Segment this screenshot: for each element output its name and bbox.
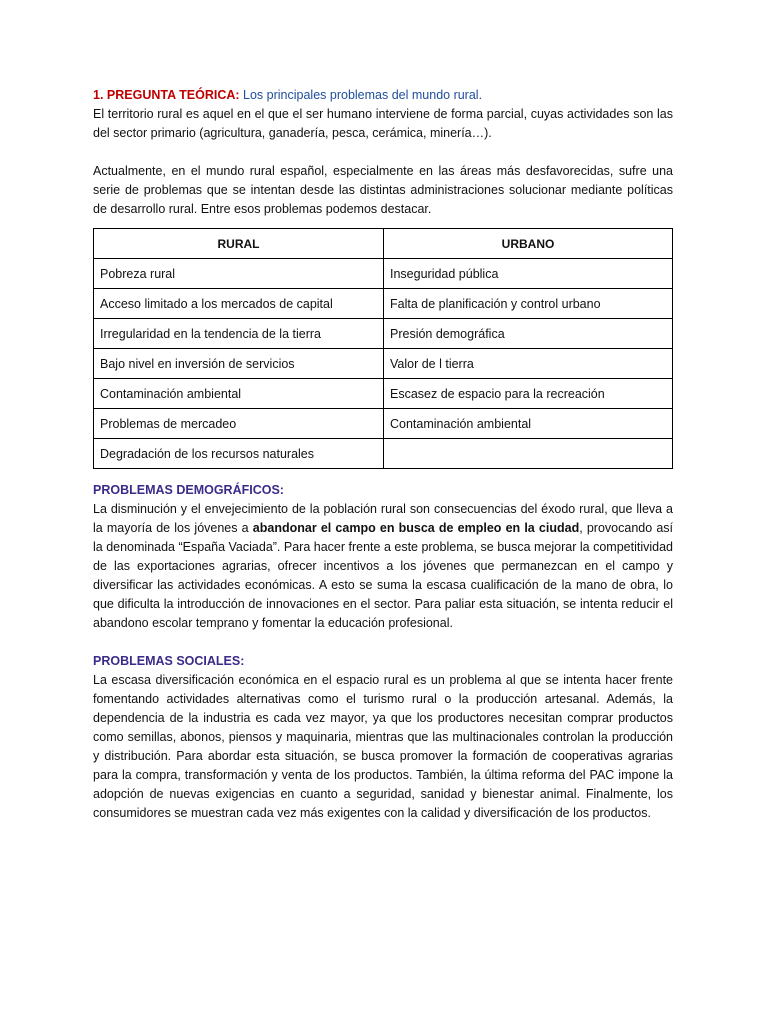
table-row: [94, 409, 673, 439]
intro-paragraph-2: Actualmente, en el mundo rural español, especialmente en las áreas más desfavorecidas, sufre una serie de problemas que se intentan desde las distintas administraciones solucionar mediante políticas de desarrollo rural. Entre esos problemas podemos destacar.: [93, 164, 673, 216]
rural-cell: Acceso limitado a los mercados de capital: [94, 289, 384, 319]
table-row: [94, 319, 673, 349]
question-label: 1. PREGUNTA TEÓRICA:: [93, 88, 240, 102]
table-row: [94, 349, 673, 379]
demograficos-emphasis: abandonar el campo en busca de empleo en la ciudad: [252, 521, 580, 535]
sociales-paragraph: La escasa diversificación económica en el espacio rural es un problema al que se intenta hacer frente fomentando actividades alternativas como el turismo rural o la producción artesanal. Además, la dependencia de la industria es cada vez mayor, ya que los productores necesitan comprar productos como semillas, abonos, piensos y maquinaria, mientras que las multinacionales controlan la producción y distribución. Para abordar esta situación, se busca promover la formación de cooperativas agrarias para la compra, transformación y venta de los productos. También, la última reforma del PAC impone la adopción de nuevas exigencias en cuanto a seguridad, sanidad y bienestar animal. Finalmente, los consumidores se muestran cada vez más exigentes con la calidad y diversificación de los productos.: [93, 673, 673, 820]
demograficos-text-start: La disminución y el envejecimiento de la población rural son consecuencias del éxodo rural, que lleva a la mayoría de los jóvenes a: [93, 502, 673, 535]
question-line: [93, 86, 673, 105]
urbano-cell: [384, 439, 673, 469]
table-header-row: [94, 229, 673, 259]
table-row: [94, 379, 673, 409]
urbano-cell: Contaminación ambiental: [384, 409, 673, 439]
rural-cell: Bajo nivel en inversión de servicios: [94, 349, 384, 379]
sociales-heading: PROBLEMAS SOCIALES:: [93, 654, 245, 668]
urbano-cell: Falta de planificación y control urbano: [384, 289, 673, 319]
urbano-cell: Valor de l tierra: [384, 349, 673, 379]
rural-cell: Irregularidad en la tendencia de la tierra: [94, 319, 384, 349]
demograficos-paragraph: [93, 500, 673, 633]
rural-cell: Contaminación ambiental: [94, 379, 384, 409]
spacer: [93, 143, 673, 162]
urbano-cell: Presión demográfica: [384, 319, 673, 349]
demograficos-text-end: , provocando así la denominada “España Vaciada”. Para hacer frente a este problema, se busca mejorar la competitividad de las exportaciones agrarias, ofrecer incentivos a los jóvenes que permanezcan en el campo y diversificar las actividades económicas. A esto se suma la escasa cualificación de la mano de obra, lo que dificulta la introducción de innovaciones en el sector. Para paliar esta situación, se intenta reducir el abandono escolar temprano y fomentar la educación profesional.: [93, 521, 674, 630]
rural-cell: Problemas de mercadeo: [94, 409, 384, 439]
header-rural: RURAL: [94, 229, 384, 259]
table-row: [94, 259, 673, 289]
document-page: [93, 86, 673, 823]
rural-cell: Pobreza rural: [94, 259, 384, 289]
header-urbano: URBANO: [384, 229, 673, 259]
spacer: [93, 633, 673, 652]
problems-table: [93, 228, 673, 469]
urbano-cell: Inseguridad pública: [384, 259, 673, 289]
rural-cell: Degradación de los recursos naturales: [94, 439, 384, 469]
question-topic: Los principales problemas del mundo rural.: [243, 88, 483, 102]
demograficos-heading: PROBLEMAS DEMOGRÁFICOS:: [93, 483, 284, 497]
intro-paragraph-1: El territorio rural es aquel en el que el ser humano interviene de forma parcial, cuyas actividades son las del sector primario (agricultura, ganadería, pesca, cerámica, minería…).: [93, 107, 673, 140]
urbano-cell: Escasez de espacio para la recreación: [384, 379, 673, 409]
table-row: [94, 439, 673, 469]
table-row: [94, 289, 673, 319]
